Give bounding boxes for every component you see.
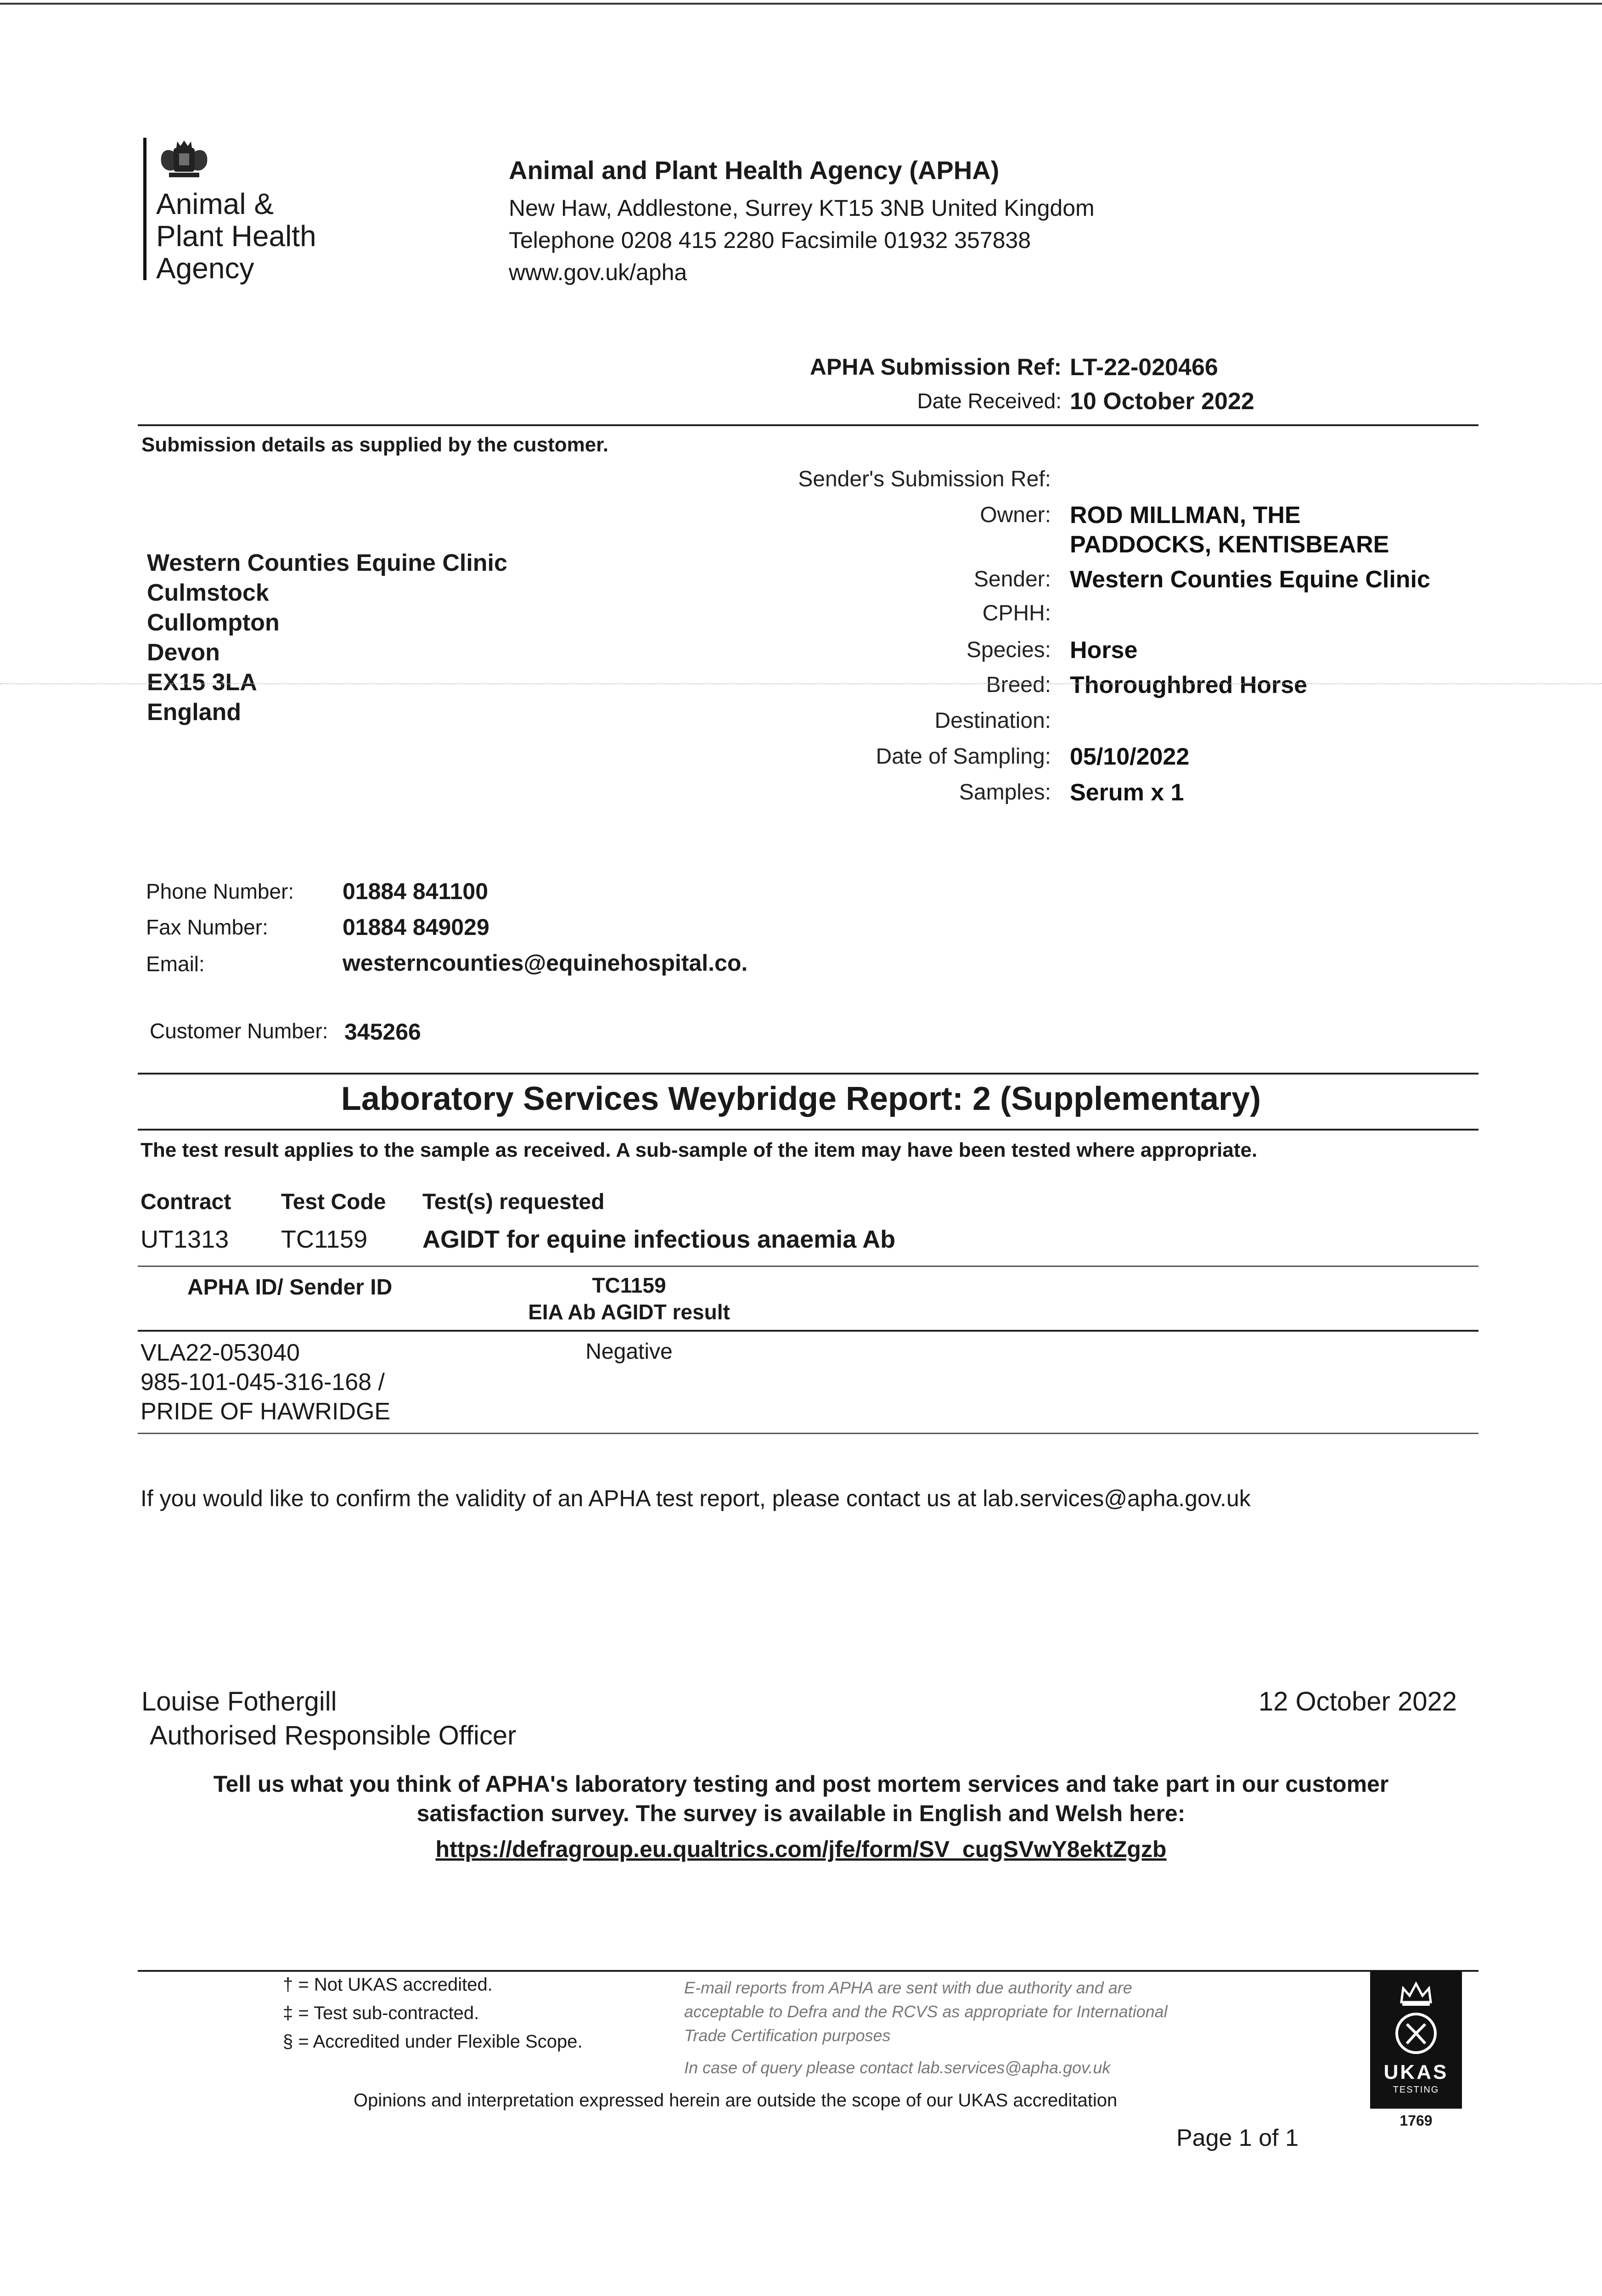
ukas-number: 1769 <box>1400 2112 1433 2129</box>
key-flexible-scope: § = Accredited under Flexible Scope. <box>283 2032 583 2052</box>
results-table-bottom <box>138 1433 1478 1434</box>
animal-name: PRIDE OF HAWRIDGE <box>141 1398 391 1425</box>
submission-ref-value: LT-22-020466 <box>1070 354 1218 381</box>
tests-requested-header: Test(s) requested <box>422 1190 605 1214</box>
samples-value: Serum x 1 <box>1070 779 1184 806</box>
destination-label: Destination: <box>934 709 1051 733</box>
scan-artifact-line <box>0 683 1602 684</box>
report-date: 12 October 2022 <box>1258 1687 1457 1716</box>
address-line: Devon <box>147 639 220 666</box>
test-code-value: TC1159 <box>281 1226 368 1253</box>
species-value: Horse <box>1070 637 1138 664</box>
phone-label: Phone Number: <box>146 879 294 903</box>
date-received-label: Date Received: <box>917 389 1062 413</box>
org-address: New Haw, Addlestone, Surrey KT15 3NB United Kingdom <box>509 195 1095 221</box>
email-note-3: Trade Certification purposes <box>684 2026 891 2045</box>
owner-value-cont: PADDOCKS, KENTISBEARE <box>1070 531 1389 558</box>
org-name: Animal and Plant Health Agency (APHA) <box>509 156 1000 185</box>
sender-label: Sender: <box>973 567 1051 591</box>
result-value: Negative <box>585 1339 673 1364</box>
key-not-accredited: † = Not UKAS accredited. <box>283 1975 493 1995</box>
results-header-divider <box>138 1330 1478 1332</box>
address-line: England <box>147 699 242 726</box>
address-line: Western Counties Equine Clinic <box>147 550 507 576</box>
sender-id: 985-101-045-316-168 / <box>141 1369 385 1396</box>
date-received-value: 10 October 2022 <box>1070 388 1254 415</box>
address-line: EX15 3LA <box>147 669 257 696</box>
ukas-badge <box>1370 1971 1462 2109</box>
survey-link[interactable]: https://defragroup.eu.qualtrics.com/jfe/form/SV_cugSVwY8ektZgzb <box>435 1836 1167 1862</box>
ukas-label: UKAS <box>1383 2061 1449 2083</box>
customer-number-value: 345266 <box>344 1019 421 1045</box>
email-value[interactable]: westerncounties@equinehospital.co. <box>343 950 748 976</box>
ukas-testing-label: TESTING <box>1393 2085 1439 2095</box>
signatory-role: Authorised Responsible Officer <box>150 1721 517 1750</box>
report-title: Laboratory Services Weybridge Report: 2 (Supplementary) <box>341 1080 1261 1117</box>
senders-ref-label: Sender's Submission Ref: <box>798 467 1051 491</box>
report-disclaimer: The test result applies to the sample as received. A sub-sample of the item may have been tested where appropriate. <box>141 1139 1258 1161</box>
fax-label: Fax Number: <box>146 915 268 939</box>
address-line: Cullompton <box>147 609 280 636</box>
ukas-tick-icon <box>1393 2010 1439 2056</box>
logo-line-2: Plant Health <box>156 219 316 253</box>
breed-value: Thoroughbred Horse <box>1070 672 1308 698</box>
logo-line-3: Agency <box>156 252 254 285</box>
result-header-code: TC1159 <box>592 1273 666 1297</box>
sample-id: VLA22-053040 <box>141 1339 300 1366</box>
species-label: Species: <box>966 638 1051 662</box>
owner-label: Owner: <box>980 503 1051 527</box>
contract-value: UT1313 <box>141 1226 229 1253</box>
survey-text-1: Tell us what you think of APHA's laboratory testing and post mortem services and take part in our customer <box>213 1771 1389 1797</box>
page-number: Page 1 of 1 <box>1176 2125 1298 2151</box>
tests-requested-value: AGIDT for equine infectious anaemia Ab <box>422 1226 896 1253</box>
id-header: APHA ID/ Sender ID <box>187 1275 393 1300</box>
test-code-header: Test Code <box>281 1190 386 1214</box>
report-top-divider <box>138 1073 1478 1075</box>
sampling-date-value: 05/10/2022 <box>1070 743 1190 770</box>
sampling-date-label: Date of Sampling: <box>876 744 1051 769</box>
survey-text-2: satisfaction survey. The survey is available in English and Welsh here: <box>416 1801 1186 1826</box>
fax-value: 01884 849029 <box>343 914 489 940</box>
logo-bar <box>143 138 146 280</box>
signatory-name: Louise Fothergill <box>141 1687 337 1716</box>
submission-ref-label: APHA Submission Ref: <box>809 354 1062 380</box>
result-header-name: EIA Ab AGIDT result <box>528 1300 730 1324</box>
accreditation-note: Opinions and interpretation expressed herein are outside the scope of our UKAS accreditation <box>354 2090 1118 2110</box>
customer-number-label: Customer Number: <box>150 1019 328 1043</box>
cphh-label: CPHH: <box>982 601 1051 625</box>
validity-note: If you would like to confirm the validity of an APHA test report, please contact us at lab.services@apha.gov.uk <box>141 1486 1251 1511</box>
address-line: Culmstock <box>147 580 269 606</box>
results-table-top <box>138 1266 1478 1267</box>
key-subcontracted: ‡ = Test sub-contracted. <box>283 2003 479 2023</box>
phone-value: 01884 841100 <box>343 878 489 904</box>
sender-value: Western Counties Equine Clinic <box>1070 566 1430 593</box>
contract-header: Contract <box>141 1190 231 1214</box>
email-note-2: acceptable to Defra and the RCVS as appropriate for International <box>684 2002 1168 2021</box>
samples-label: Samples: <box>959 780 1051 805</box>
org-phone: Telephone 0208 415 2280 Facsimile 01932 357838 <box>509 227 1031 253</box>
report-title-divider <box>138 1129 1478 1131</box>
org-website[interactable]: www.gov.uk/apha <box>509 259 687 285</box>
footer-divider <box>138 1970 1478 1972</box>
crown-icon <box>1398 1980 1434 2008</box>
logo-line-1: Animal & <box>156 187 274 220</box>
email-label: Email: <box>146 952 205 976</box>
owner-value: ROD MILLMAN, THE <box>1070 502 1301 529</box>
query-note: In case of query please contact lab.services@apha.gov.uk <box>684 2058 1111 2077</box>
email-note-1: E-mail reports from APHA are sent with due authority and are <box>684 1978 1132 1997</box>
header-divider <box>138 424 1478 426</box>
scan-edge <box>0 3 1602 5</box>
royal-crest-icon <box>155 138 213 181</box>
breed-label: Breed: <box>986 673 1051 697</box>
submission-note: Submission details as supplied by the customer. <box>141 433 609 456</box>
